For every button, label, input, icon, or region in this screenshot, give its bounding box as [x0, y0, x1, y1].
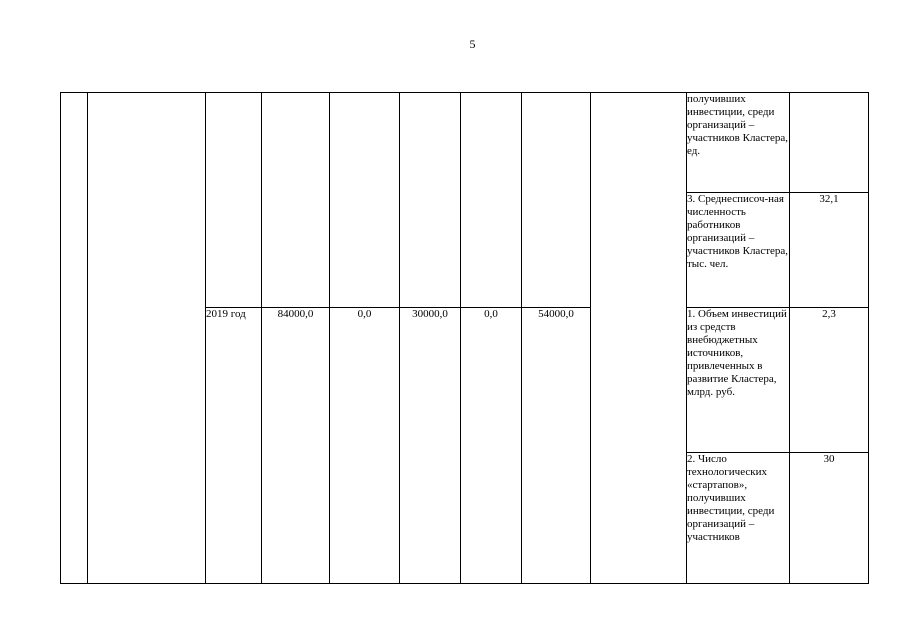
indicator-text: получивших инвестиции, среди организаций – участников Кластера, ед.: [687, 93, 789, 157]
regional-budget-cell: [400, 93, 461, 308]
indicator-text: 3. Среднесписоч-ная численность работников организаций – участников Кластера, тыс. чел.: [687, 193, 789, 270]
indicator-cell: [687, 453, 790, 584]
year-cell: 2019 год: [206, 308, 262, 584]
extrabudgetary-cell: [522, 93, 591, 308]
executor-cell: [591, 93, 687, 584]
extrabudgetary-cell: 54000,0: [522, 308, 591, 584]
indicator-text: 2. Число технологических «стартапов», получивших инвестиции, среди организаций – участников: [687, 453, 775, 543]
total-cell: 84000,0: [262, 308, 330, 584]
indicator-cell: [687, 193, 790, 308]
total-cell: [262, 93, 330, 308]
row-number-cell: [61, 93, 88, 584]
indicator-value-cell: [790, 93, 869, 193]
indicator-value-cell: 2,3: [790, 308, 869, 453]
indicator-cell: [687, 308, 790, 453]
federal-budget-cell: [330, 93, 400, 308]
federal-budget-cell: 0,0: [330, 308, 400, 584]
table-row: [61, 93, 869, 193]
indicator-cell: [687, 93, 790, 193]
indicator-text: 1. Объем инвестиций из средств внебюджетных источников, привлеченных в развитие Кластера, млрд. руб.: [687, 308, 787, 398]
year-cell: [206, 93, 262, 308]
local-budget-cell: 0,0: [461, 308, 522, 584]
activity-name-cell: [88, 93, 206, 584]
regional-budget-cell: 30000,0: [400, 308, 461, 584]
indicator-value-cell: 30: [790, 453, 869, 584]
local-budget-cell: [461, 93, 522, 308]
indicator-value-cell: 32,1: [790, 193, 869, 308]
program-funding-table: [60, 92, 869, 584]
page-number: 5: [469, 37, 476, 51]
